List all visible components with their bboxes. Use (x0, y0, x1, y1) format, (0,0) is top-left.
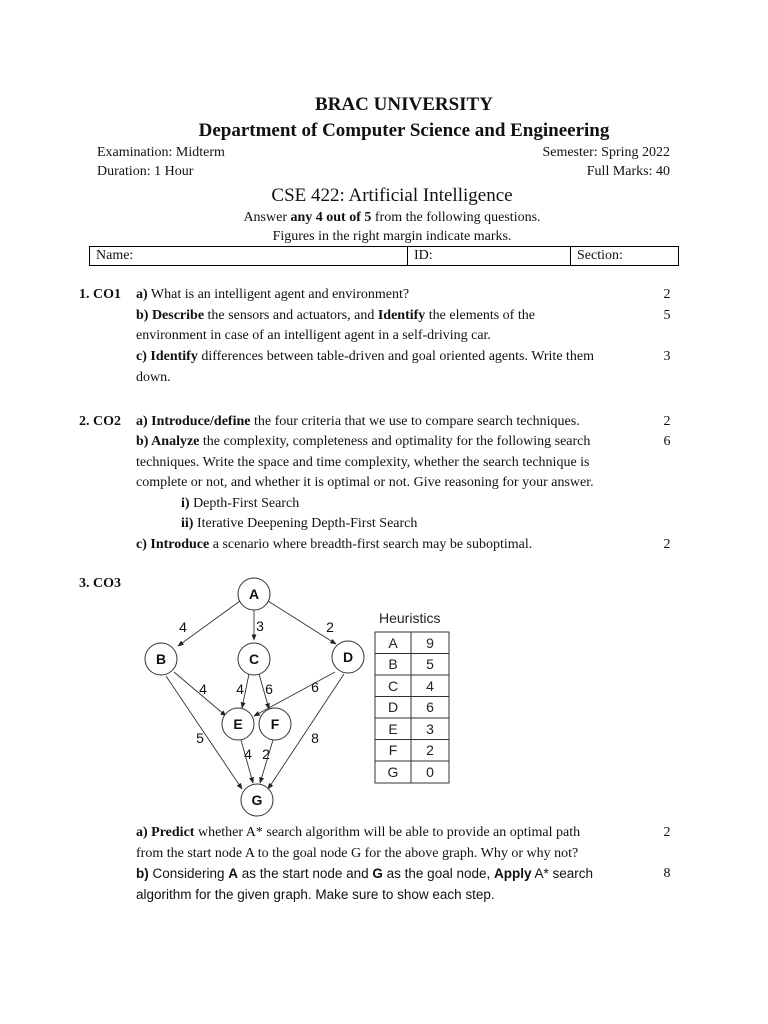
node-e-label: E (233, 716, 243, 732)
question-2-number: 2. CO2 (79, 414, 121, 429)
q1-part-b-line-2: environment in case of an intelligent agent in a self-driving car. (136, 328, 491, 343)
q2-item-i: i) Depth-First Search (181, 496, 300, 511)
heuristic-value-f: 2 (426, 742, 434, 758)
q1-b-marks: 5 (663, 308, 671, 323)
edge-label-d-g: 8 (311, 730, 319, 746)
node-b-label: B (155, 651, 167, 667)
q2-part-a: a) Introduce/define the four criteria that we use to compare search techniques. (136, 414, 580, 429)
q2-part-b: b) Analyze the complexity, completeness and optimality for the following search (136, 434, 591, 449)
node-a-label: A (248, 586, 260, 602)
edge-label-a-c: 3 (256, 618, 264, 634)
heuristic-value-c: 4 (426, 678, 434, 694)
heuristic-node-f: F (388, 742, 398, 758)
heuristic-node-b: B (388, 656, 398, 672)
heuristics-table (370, 606, 460, 786)
university-title: BRAC UNIVERSITY (315, 94, 493, 115)
q1-part-b: b) Describe the sensors and actuators, and Identify the elements of the (136, 308, 535, 323)
q3-b-marks: 8 (663, 866, 671, 881)
edge-label-a-b: 4 (179, 619, 187, 635)
edge-label-d-e: 6 (311, 679, 319, 695)
edge-a-b (178, 601, 240, 646)
q3-part-b: b) Considering A as the start node and G as the goal node, Apply A* search (136, 866, 594, 881)
edge-label-a-d: 2 (326, 619, 334, 635)
node-g-label: G (251, 792, 263, 808)
node-f-label: F (270, 716, 280, 732)
q2-part-c: c) Introduce a scenario where breadth-first search may be suboptimal. (136, 537, 533, 552)
q3-part-a: a) Predict whether A* search algorithm will be able to provide an optimal path (136, 825, 581, 840)
student-info-table (89, 246, 679, 266)
course-title: CSE 422: Artificial Intelligence (271, 185, 513, 206)
heuristic-node-d: D (387, 699, 399, 715)
q2-item-ii: ii) Iterative Deepening Depth-First Search (181, 516, 418, 531)
heuristic-node-c: C (387, 678, 399, 694)
q3-a-marks: 2 (663, 825, 671, 840)
full-marks-label: Full Marks: 40 (586, 164, 670, 179)
heuristic-value-g: 0 (426, 764, 434, 780)
examination-label: Examination: Midterm (97, 145, 225, 160)
semester-label: Semester: Spring 2022 (542, 145, 670, 160)
id-field[interactable]: ID: (408, 247, 571, 265)
instruction-line-1: Answer any 4 out of 5 from the following questions. (243, 210, 541, 225)
heuristic-node-g: G (387, 764, 399, 780)
heuristic-value-b: 5 (426, 656, 434, 672)
heuristic-node-e: E (388, 721, 398, 737)
heuristic-value-e: 3 (426, 721, 434, 737)
edge-label-b-e: 4 (199, 681, 207, 697)
q1-part-c-line-2: down. (136, 370, 171, 385)
heuristic-value-d: 6 (426, 699, 434, 715)
edge-label-c-f: 6 (265, 681, 273, 697)
q1-part-c: c) Identify differences between table-driven and goal oriented agents. Write them (136, 349, 595, 364)
edge-label-e-g: 4 (244, 746, 252, 762)
q2-b-marks: 6 (663, 434, 671, 449)
heuristics-title: Heuristics (379, 610, 441, 626)
edge-label-f-g: 2 (262, 746, 270, 762)
q2-c-marks: 2 (663, 537, 671, 552)
heuristic-node-a: A (388, 635, 398, 651)
q2-a-marks: 2 (663, 414, 671, 429)
name-field[interactable]: Name: (90, 247, 408, 265)
node-d-label: D (342, 649, 354, 665)
node-c-label: C (248, 651, 260, 667)
question-1-number: 1. CO1 (79, 287, 121, 302)
q3-part-b-line-2: algorithm for the given graph. Make sure to show each step. (136, 887, 495, 902)
q2-part-b-line-3: complete or not, and whether it is optimal or not. Give reasoning for your answer. (136, 475, 594, 490)
edge-label-b-g: 5 (196, 730, 204, 746)
question-3-number: 3. CO3 (79, 576, 121, 591)
section-field[interactable]: Section: (577, 248, 623, 263)
q1-c-marks: 3 (663, 349, 671, 364)
heuristic-value-a: 9 (426, 635, 434, 651)
q3-part-a-line-2: from the start node A to the goal node G for the above graph. Why or why not? (136, 846, 579, 861)
edge-label-c-e: 4 (236, 681, 244, 697)
q1-part-a: a) What is an intelligent agent and environment? (136, 287, 410, 302)
instruction-line-2: Figures in the right margin indicate marks. (272, 229, 512, 244)
q2-part-b-line-2: techniques. Write the space and time complexity, whether the search technique is (136, 455, 590, 470)
duration-label: Duration: 1 Hour (97, 164, 194, 179)
department-title: Department of Computer Science and Engineering (198, 120, 610, 141)
q1-a-marks: 2 (663, 287, 671, 302)
